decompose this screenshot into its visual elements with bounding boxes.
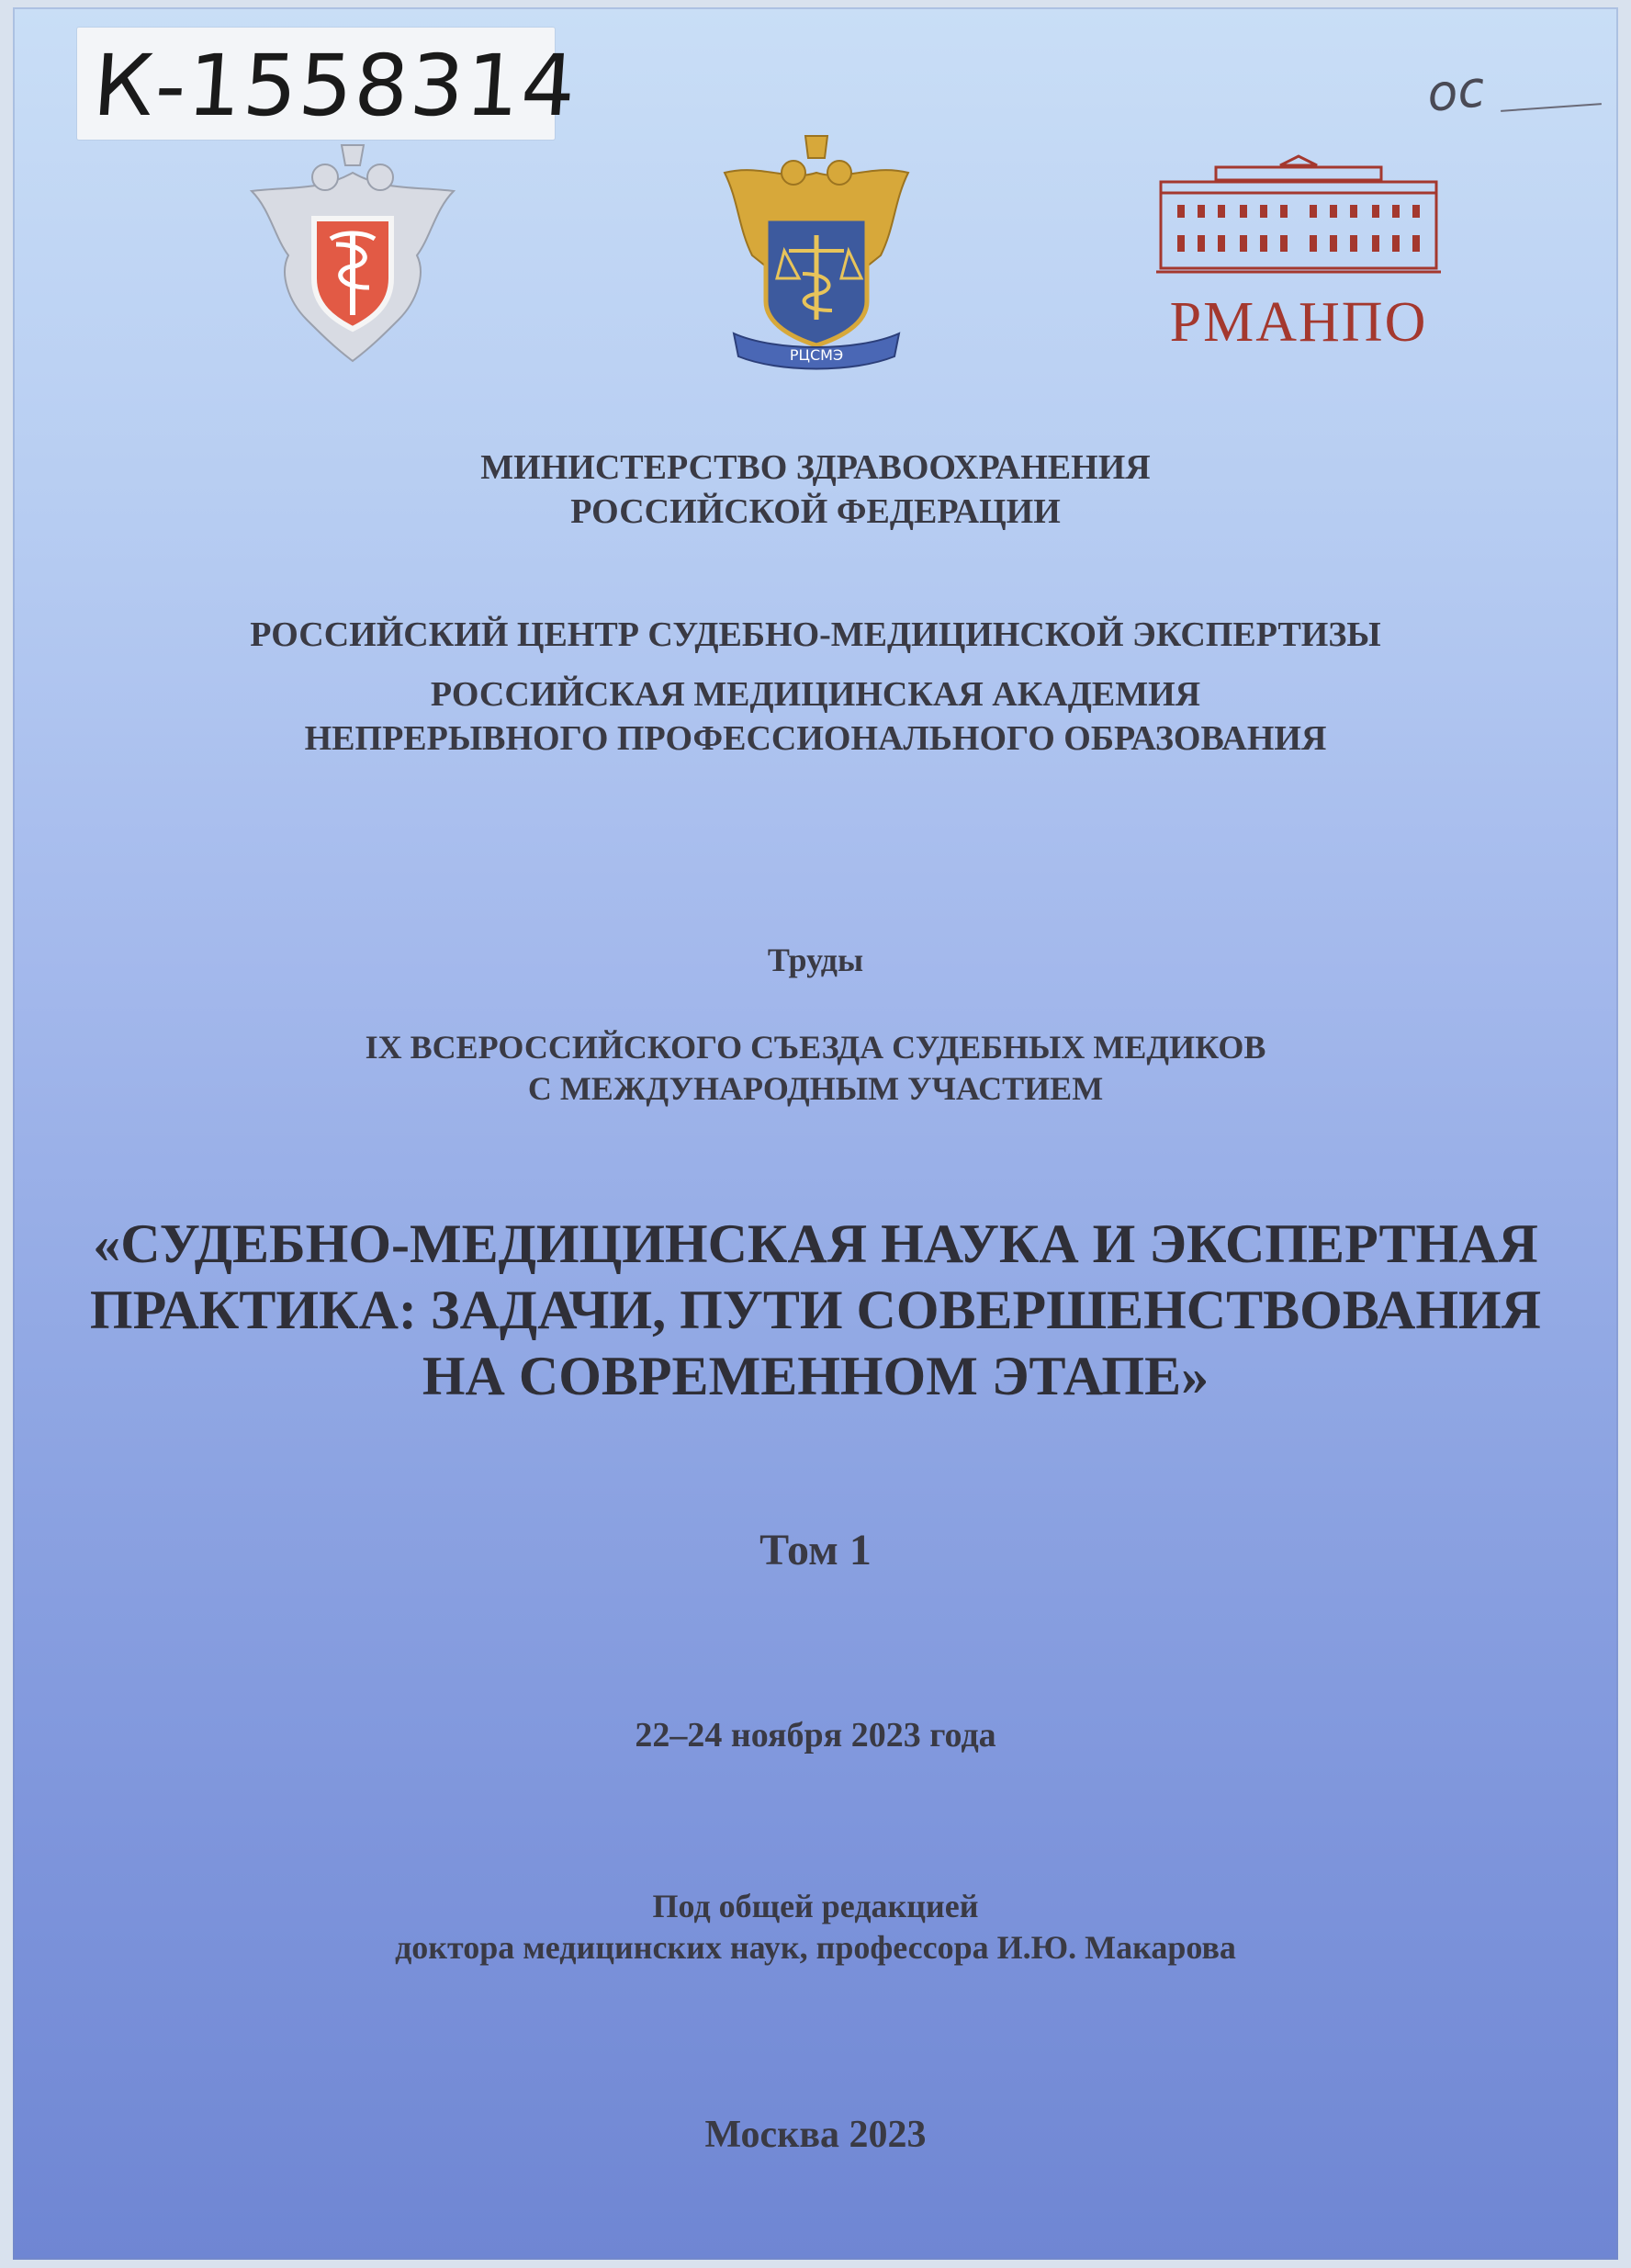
ministry-heading bbox=[13, 446, 1618, 534]
congress-line-2: С МЕЖДУНАРОДНЫМ УЧАСТИЕМ bbox=[527, 1070, 1104, 1107]
rcsme-emblem-icon bbox=[711, 127, 922, 375]
congress-line-1: IX ВСЕРОССИЙСКОГО СЪЕЗДА СУДЕБНЫХ МЕДИКОВ bbox=[365, 1029, 1266, 1066]
editor-line-2: доктора медицинских наук, профессора И.Ю. Макарова bbox=[395, 1929, 1236, 1966]
editor-line-1: Под общей редакцией bbox=[652, 1888, 979, 1924]
academy-line-2: НЕПРЕРЫВНОГО ПРОФЕССИОНАЛЬНОГО ОБРАЗОВАНИЯ bbox=[304, 718, 1327, 758]
academy-line-1: РОССИЙСКАЯ МЕДИЦИНСКАЯ АКАДЕМИЯ bbox=[430, 675, 1201, 714]
book-title bbox=[13, 1211, 1618, 1409]
rcsme-ribbon-text: РЦСМЭ bbox=[789, 346, 844, 364]
editor-credit bbox=[13, 1886, 1618, 1969]
handwritten-mark: ос bbox=[1423, 59, 1488, 124]
proceedings-label: Труды bbox=[767, 942, 864, 978]
rmanpo-logo bbox=[1152, 154, 1445, 356]
inventory-number: К-1558314 bbox=[90, 37, 580, 135]
ministry-line-1: МИНИСТЕРСТВО ЗДРАВООХРАНЕНИЯ bbox=[480, 448, 1151, 487]
title-line-1: «СУДЕБНО-МЕДИЦИНСКАЯ НАУКА И ЭКСПЕРТНАЯ bbox=[93, 1213, 1538, 1274]
rmanpo-building-icon bbox=[1152, 154, 1445, 283]
event-dates: 22–24 ноября 2023 года bbox=[635, 1716, 996, 1755]
handwritten-line bbox=[1501, 103, 1602, 112]
inventory-sticker bbox=[77, 28, 580, 140]
congress-heading bbox=[13, 1027, 1618, 1110]
volume-label: Том 1 bbox=[759, 1526, 872, 1574]
book-cover bbox=[13, 7, 1618, 2260]
ministry-line-2: РОССИЙСКОЙ ФЕДЕРАЦИИ bbox=[570, 491, 1061, 531]
rmanpo-logo-text: РМАНПО bbox=[1169, 291, 1428, 354]
publication-place-year: Москва 2023 bbox=[704, 2114, 927, 2156]
title-line-3: НА СОВРЕМЕННОМ ЭТАПЕ» bbox=[422, 1346, 1209, 1406]
center-heading: РОССИЙСКИЙ ЦЕНТР СУДЕБНО-МЕДИЦИНСКОЙ ЭКСПЕРТИЗЫ bbox=[250, 615, 1381, 654]
academy-heading bbox=[13, 673, 1618, 761]
ministry-emblem-icon bbox=[233, 136, 472, 375]
title-line-2: ПРАКТИКА: ЗАДАЧИ, ПУТИ СОВЕРШЕНСТВОВАНИЯ bbox=[89, 1280, 1542, 1340]
